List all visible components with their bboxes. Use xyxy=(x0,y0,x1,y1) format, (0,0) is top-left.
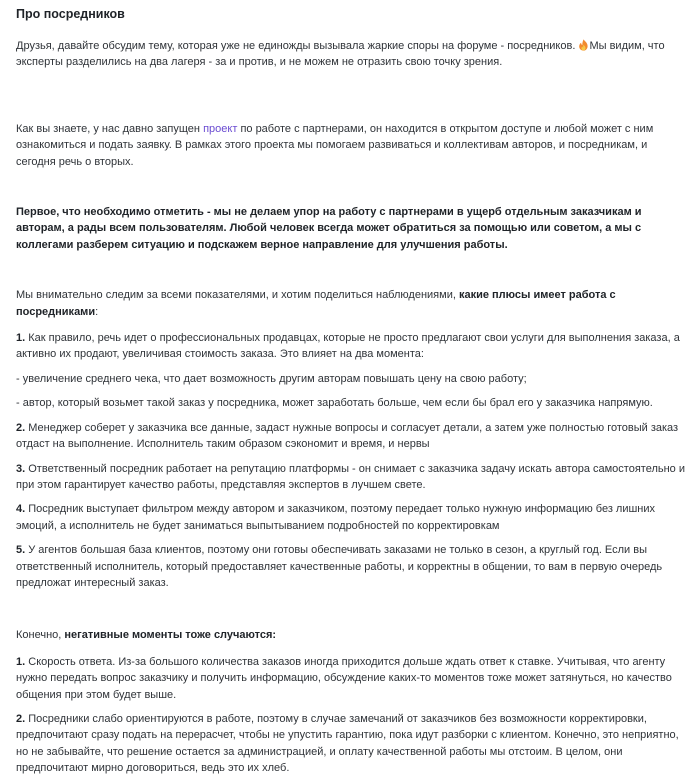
intro-text: Друзья, давайте обсудим тему, которая уже не единожды вызывала жаркие споры на форуме - посредников. xyxy=(16,40,576,52)
pros-item-5 xyxy=(16,542,688,591)
fire-icon xyxy=(578,39,589,51)
cons-item-1 xyxy=(16,654,688,703)
cons-item-number: 2. xyxy=(16,712,26,725)
pros-item-number: 1. xyxy=(16,332,26,345)
cons-intro-text: Конечно, xyxy=(16,629,62,642)
cons-item-number: 1. xyxy=(16,655,26,668)
cons-intro xyxy=(16,627,688,643)
project-text-after: по работе с партнерами, он находится в открытом доступе и любой может с ним ознакомиться и подать заявку. В рамках этого проекта мы помогаем развиваться и коллективам авторов, и посредникам, и сегодня речь о вторых. xyxy=(16,122,654,168)
pros-item-text: Менеджер соберет у заказчика все данные, задаст нужные вопросы и согласует детали, а затем уже полностью готовый заказ отдаст на выполнение. Исполнитель таким образом сэкономит и время, и нервы xyxy=(16,421,679,451)
pros-item-1 xyxy=(16,330,688,363)
project-paragraph xyxy=(16,121,688,170)
pros-subitem-text: - автор, который возьмет такой заказ у посредника, может заработать больше, чем если бы брал его у заказчика напрямую. xyxy=(16,397,653,410)
cons-item-2 xyxy=(16,711,688,777)
pros-item-number: 5. xyxy=(16,544,26,557)
pros-intro-end: : xyxy=(95,305,99,318)
pros-intro-bold: какие плюсы имеет работа с посредниками xyxy=(16,289,616,318)
pros-item-3 xyxy=(16,461,688,494)
pros-item-number: 4. xyxy=(16,503,26,516)
pros-subitem-2 xyxy=(16,395,688,411)
pros-intro xyxy=(16,287,688,320)
pros-item-4 xyxy=(16,501,688,534)
pros-item-number: 3. xyxy=(16,462,26,475)
cons-item-text: Скорость ответа. Из-за большого количества заказов иногда приходится дольше ждать ответ к ставке. Учитывая, что агенту нужно передать вопрос заказчику и получить информацию, обсуждение каких-то моментов тоже может затянуться, но качество общения при этом будет выше. xyxy=(16,655,672,701)
cons-item-text: Посредники слабо ориентируются в работе, поэтому в случае замечаний от заказчиков без возможности корректировки, предпочитают сразу подать на перерасчет, чтобы не упустить гарантию, пока идут разборки с клиентом. Конечно, это неприятно, но не забывайте, что решение остается за администрацией, и оплату качественной работы мы отстоим. В целом, они предпочитают мирно договориться, ведь это их хлеб. xyxy=(16,712,679,775)
statement-paragraph xyxy=(16,204,688,253)
project-link[interactable]: проект xyxy=(203,122,238,135)
pros-item-text: Ответственный посредник работает на репутацию платформы - он снимает с заказчика задачу искать автора самостоятельно и при этом гарантирует качество работы, представляя экспертов в лучшем свете. xyxy=(16,462,685,491)
pros-item-text: Как правило, речь идет о профессиональных продавцах, которые не просто предлагают свои услуги для выполнения заказа, а активно их продают, увеличивая стоимость заказа. Это влияет на два момента: xyxy=(16,332,680,361)
intro-paragraph xyxy=(16,38,688,71)
pros-item-text: Посредник выступает фильтром между автором и заказчиком, поэтому передает только нужную информацию без лишних эмоций, а исполнитель не будет заниматься выпытыванием подробностей по корректировкам xyxy=(16,503,656,532)
pros-intro-text: Мы внимательно следим за всеми показателями, и хотим поделиться наблюдениями, xyxy=(16,289,456,302)
pros-subitem-text: - увеличение среднего чека, что дает возможность другим авторам повышать цену на свою работу; xyxy=(16,372,527,385)
project-text-before: Как вы знаете, у нас давно запущен xyxy=(16,122,201,135)
cons-intro-bold: негативные моменты тоже случаются: xyxy=(64,629,277,642)
pros-item-number: 2. xyxy=(16,421,26,434)
pros-item-text: У агентов большая база клиентов, поэтому они готовы обеспечивать заказами не только в сезон, а круглый год. Если вы ответственный исполнитель, который предоставляет качественные работы, и корректны в общении, то вам в первую очередь предложат интересный заказ. xyxy=(16,544,663,589)
statement-text: Первое, что необходимо отметить - мы не делаем упор на работу с партнерами в ущерб отдельным заказчикам и авторам, а рады всем пользователям. Любой человек всегда может обратиться за помощью или советом, а мы с коллегами разберем ситуацию и подскажем верное направление для улучшения работы. xyxy=(16,206,642,251)
intro-text-after: Мы видим, что эксперты разделились на два лагеря - за и против, и не можем не отразить свою точку зрения. xyxy=(16,40,665,69)
post-title: Про посредников xyxy=(16,7,125,21)
pros-subitem-1 xyxy=(16,371,688,387)
pros-item-2 xyxy=(16,420,688,453)
